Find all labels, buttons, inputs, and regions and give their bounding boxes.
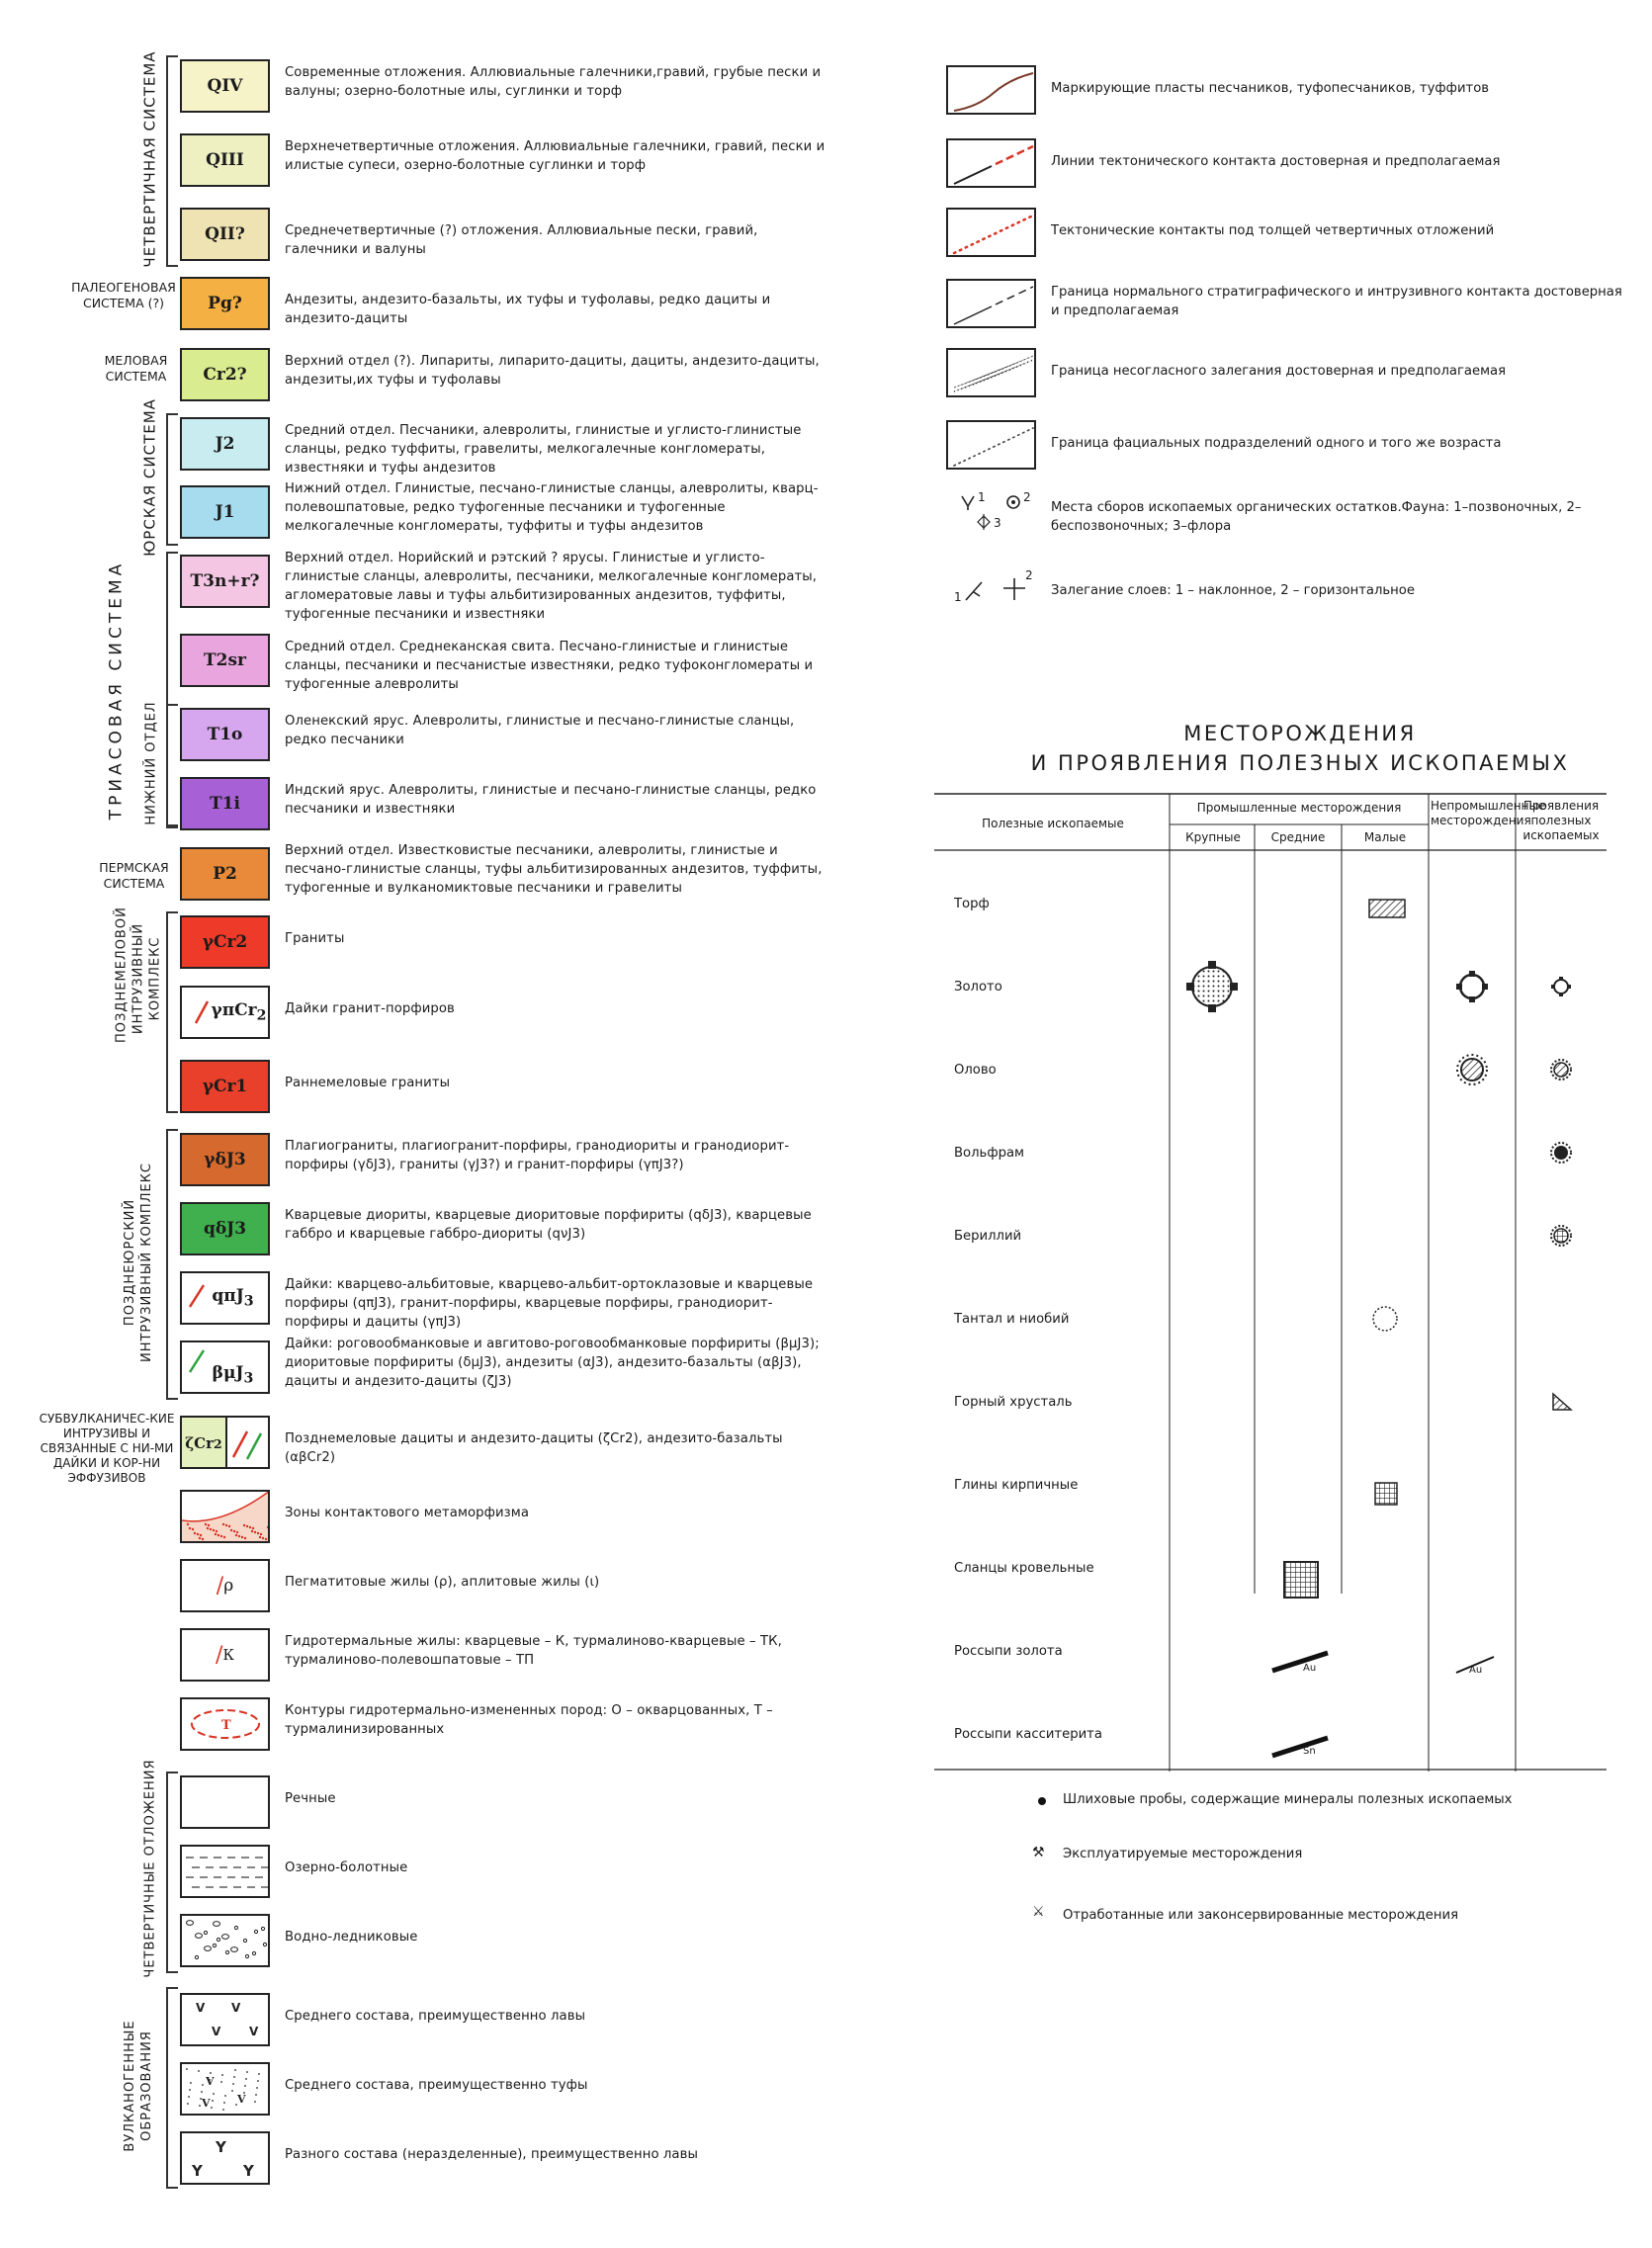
unit-description: Позднемеловые дациты и андезито-дациты (ζCr2), андезито-базальты (αβCr2) <box>285 1431 783 1465</box>
legend-unit-row <box>178 1841 830 1910</box>
line-symbol-swatch <box>946 65 1036 115</box>
unit-description: Раннемеловые граниты <box>285 1076 451 1090</box>
line-symbol-description: Граница несогласного залегания достоверная и предполагаемая <box>1051 364 1507 379</box>
intrusive-j-label: ПОЗДНЕЮРСКИЙ ИНТРУЗИВНЫЙ КОМПЛЕКС <box>123 1162 154 1363</box>
legend-unit-row <box>178 130 830 199</box>
tantalum-small-symbol <box>1373 1307 1397 1331</box>
unit-description: Дайки: кварцево-альбитовые, кварцево-альбит-ортоклазовые и кварцевые порфиры (qπJ3), гранит-порфиры, кварцевые порфиры, гранодиорит-порфиры и дациты (γπJ3) <box>285 1277 814 1330</box>
col-minerals-header: Полезные ископаемые <box>982 817 1124 830</box>
legend-unit-row <box>178 344 830 413</box>
unit-color-swatch: T1i <box>180 777 270 830</box>
brick-clay-small-symbol <box>1375 1483 1397 1505</box>
fossil-sites-desc: Места сборов ископаемых органических остатков.Фауна: 1–позвоночных, 2–беспозвоночных; 3–флора <box>1051 500 1582 534</box>
legend-unit-row <box>178 773 830 842</box>
mineral-row-label: Глины кирпичные <box>954 1478 1079 1493</box>
line-symbol-row <box>944 65 1652 125</box>
paleogene-system-label: ПАЛЕОГЕНОВАЯ СИСТЕМА (?) <box>71 280 176 310</box>
unit-color-swatch <box>180 1914 270 1967</box>
note-abandoned-mines: Отработанные или законсервированные месторождения <box>1063 1908 1459 1923</box>
legend-unit-row <box>178 1056 830 1125</box>
legend-unit-row <box>178 1910 830 1979</box>
mineral-row-label: Горный хрусталь <box>954 1395 1073 1410</box>
line-symbol-description: Линии тектонического контакта достоверная и предполагаемая <box>1051 154 1501 169</box>
panned-samples-icon <box>1038 1797 1046 1805</box>
unit-description: Дайки: роговообманковые и авгитово-роговообманковые порфириты (βμJ3); диоритовые порфириты (δμJ3), андезиты (αJ3), андезито-базальты (αβJ3), дациты и андезито-дациты (ζJ3) <box>285 1337 820 1389</box>
volcanic-label: ВУЛКАНОГЕННЫЕ ОБРАЗОВАНИЯ <box>123 2020 154 2152</box>
unit-description: Средний отдел. Песчаники, алевролиты, глинистые и углисто-глинистые сланцы, редко туффиты, гравелиты, мелкогалечные конгломераты, известняки и туфы андезитов <box>285 423 802 476</box>
tin-nonindustrial-symbol <box>1457 1055 1487 1084</box>
legend-unit-row <box>178 1198 830 1267</box>
unit-color-swatch: QIV <box>180 59 270 113</box>
line-symbol-description: Граница фациальных подразделений одного и того же возраста <box>1051 436 1502 451</box>
unit-description: Речные <box>285 1791 336 1806</box>
placer-gold-nonindustrial-label: Au <box>1469 1665 1483 1676</box>
bedding-desc: Залегание слоев: 1 – наклонное, 2 – горизонтальное <box>1051 583 1415 598</box>
unit-color-swatch: T1o <box>180 708 270 761</box>
gold-nonindustrial-symbol <box>1456 971 1488 1002</box>
unit-description: Верхний отдел (?). Липариты, липарито-дациты, дациты, андезито-дациты, андезиты,их туфы и туфолавы <box>285 354 820 388</box>
legend-unit-row <box>178 413 830 482</box>
fossil-mark-3: 3 <box>994 516 1001 530</box>
beryllium-occurrence-symbol <box>1551 1226 1571 1246</box>
mineral-row-label: Бериллий <box>954 1229 1022 1244</box>
lower-series-bracket <box>166 704 178 826</box>
quaternary-system-label: ЧЕТВЕРТИЧНАЯ СИСТЕМА <box>140 50 159 268</box>
unit-color-swatch <box>180 1697 270 1751</box>
unit-color-swatch: γCr2 <box>180 915 270 969</box>
tungsten-occurrence-symbol <box>1551 1143 1571 1163</box>
unit-color-swatch <box>180 1993 270 2046</box>
mineral-row-label: Вольфрам <box>954 1146 1024 1161</box>
legend-unit-row <box>178 273 830 342</box>
volcanic-bracket <box>166 1987 178 2189</box>
strike-dip-icon <box>954 568 1033 613</box>
legend-unit-row <box>178 481 830 551</box>
abandoned-mine-icon: ⚔ <box>1032 1904 1045 1920</box>
fossil-mark-2: 2 <box>1023 490 1031 504</box>
unit-color-swatch: γCr1 <box>180 1060 270 1113</box>
fossil-mark-1: 1 <box>978 490 986 504</box>
bedding-mark-1: 1 <box>954 590 962 604</box>
unit-description: Верхнечетвертичные отложения. Аллювиальные галечники, гравий, пески и илистые супеси, озерно-болотные суглинки и торф <box>285 139 826 173</box>
legend-unit-row <box>178 1772 830 1841</box>
legend-unit-row <box>178 843 830 912</box>
gold-large-symbol <box>1186 961 1238 1012</box>
unit-color-swatch: T2sr <box>180 634 270 687</box>
fossil-icon <box>954 492 1033 537</box>
quartz-occurrence-symbol <box>1553 1394 1571 1410</box>
gold-occurrence-symbol <box>1551 977 1571 996</box>
intrusive-j-bracket <box>166 1129 178 1400</box>
unit-color-swatch: Pg? <box>180 277 270 330</box>
svg-text:T: T <box>221 1718 231 1733</box>
bedding-mark-2: 2 <box>1025 568 1033 582</box>
line-symbol-description: Граница нормального стратиграфического и интрузивного контакта достоверная и предполагаемая <box>1051 285 1622 318</box>
legend-unit-row <box>178 1555 830 1624</box>
placer-cassiterite-medium-symbol <box>1272 1738 1328 1756</box>
placer-gold-medium-symbol <box>1272 1653 1328 1671</box>
line-symbol-description: Тектонические контакты под толщей четвертичных отложений <box>1051 223 1495 238</box>
unit-color-swatch: qδJ3 <box>180 1202 270 1255</box>
col-industrial-header: Промышленные месторождения <box>1196 801 1402 815</box>
unit-description: Современные отложения. Аллювиальные галечники,гравий, грубые пески и валуны; озерно-болотные илы, суглинки и торф <box>285 65 822 99</box>
svg-text:YYY: Y Y Y <box>192 2138 254 2180</box>
mineral-row-label: Россыпи касситерита <box>954 1727 1102 1742</box>
unit-color-swatch: J1 <box>180 485 270 539</box>
col-medium-header: Средние <box>1270 830 1326 844</box>
line-symbol-row <box>944 279 1652 338</box>
mineral-row-label: Тантал и ниобий <box>954 1312 1070 1327</box>
unit-description: Нижний отдел. Глинистые, песчано-глинистые сланцы, алевролиты, кварц-полевошпатовые, редко туфогенные песчаники и туфогенные мелкогалечные конгломераты, туффиты и туфы андезитов <box>285 481 819 534</box>
legend-unit-row <box>178 1989 830 2058</box>
placer-cassiterite-label: Sn <box>1303 1746 1316 1757</box>
unit-description: Среднего состава, преимущественно туфы <box>285 2078 588 2093</box>
line-symbol-swatch <box>946 208 1036 257</box>
col-occurrences-header: Проявления полезных ископаемых <box>1522 799 1600 842</box>
placer-gold-medium-label: Au <box>1303 1663 1317 1674</box>
bedding-symbol <box>954 568 1033 613</box>
note-working-mines: Эксплуатируемые месторождения <box>1063 1847 1303 1861</box>
unit-description: Верхний отдел. Норийский и рэтский ? ярусы. Глинистые и углисто-глинистые сланцы, алевролиты, песчаники, мелкогалечные конгломераты, агломератовые лавы и туфы альбитизированных андезитов, туффиты, туфогенные песчаники и известняки <box>285 551 818 622</box>
unit-description: Водно-ледниковые <box>285 1930 418 1945</box>
jurassic-system-bracket <box>166 413 178 546</box>
tin-occurrence-symbol <box>1551 1060 1571 1080</box>
roof-slate-medium-symbol <box>1284 1562 1318 1598</box>
minerals-title-line2: И ПРОЯВЛЕНИЯ ПОЛЕЗНЫХ ИСКОПАЕМЫХ <box>1030 751 1570 775</box>
unit-description: Граниты <box>285 931 345 946</box>
unit-color-swatch: J2 <box>180 417 270 471</box>
unit-color-swatch: qπJ$_3$ <box>180 1271 270 1325</box>
line-symbol-swatch <box>946 138 1036 188</box>
mineral-row-label: Золото <box>954 980 1002 994</box>
unit-description: Индский ярус. Алевролиты, глинистые и песчано-глинистые сланцы, редко песчаники и известняки <box>285 783 817 817</box>
unit-description: Средний отдел. Среднеканская свита. Песчано-глинистые и глинистые сланцы, песчаники и песчанистые известняки, редко туфоконгломераты и туфогенные алевролиты <box>285 640 814 692</box>
unit-color-swatch: Cr2? <box>180 348 270 401</box>
note-panned-samples: Шлиховые пробы, содержащие минералы полезных ископаемых <box>1063 1792 1513 1807</box>
intrusive-cr-bracket <box>166 911 178 1113</box>
unit-color-swatch <box>180 2131 270 2185</box>
unit-color-swatch: ζCr 2 <box>180 1416 270 1469</box>
unit-color-swatch <box>180 2062 270 2116</box>
unit-description: Пегматитовые жилы (ρ), аплитовые жилы (ι) <box>285 1575 600 1590</box>
line-symbol-row <box>944 138 1652 198</box>
cretaceous-system-label: МЕЛОВАЯ СИСТЕМА <box>104 353 168 384</box>
legend-unit-row <box>178 1412 830 1481</box>
unit-description: Плагиограниты, плагиогранит-порфиры, гранодиориты и гранодиорит-порфиры (γδJ3), граниты (γJ3?) и гранит-порфиры (γπJ3?) <box>285 1139 790 1172</box>
unit-color-swatch: / К <box>180 1628 270 1682</box>
mineral-row-label: Олово <box>954 1063 997 1078</box>
peat-small-symbol <box>1369 900 1405 917</box>
unit-description: Дайки гранит-порфиров <box>285 1001 455 1016</box>
legend-unit-row <box>178 551 830 620</box>
line-symbol-row <box>944 208 1652 267</box>
legend-unit-row <box>178 1624 830 1693</box>
legend-unit-row <box>178 704 830 773</box>
svg-text:VVV: VVV <box>202 2075 246 2110</box>
unit-color-swatch: / ρ <box>180 1559 270 1612</box>
mineral-row-label: Торф <box>954 897 990 911</box>
working-mine-icon: ⚒ <box>1032 1845 1045 1860</box>
unit-description: Зоны контактового метаморфизма <box>285 1506 530 1520</box>
mineral-row-label: Сланцы кровельные <box>954 1561 1094 1576</box>
unit-description: Андезиты, андезито-базальты, их туфы и туфолавы, редко дациты и андезито-дациты <box>285 293 771 326</box>
unit-color-swatch: γδJ3 <box>180 1133 270 1186</box>
legend-unit-row <box>178 1486 830 1555</box>
quaternary-system-bracket <box>166 55 178 267</box>
unit-description: Верхний отдел. Известковистые песчаники, алевролиты, глинистые и песчано-глинистые сланцы, туфы альбитизированных андезитов, туффиты, туфогенные и вулканомиктовые песчаники и гравелиты <box>285 843 823 896</box>
unit-description: Оленекский ярус. Алевролиты, глинистые и песчано-глинистые сланцы, редко песчаники <box>285 714 795 747</box>
col-small-header: Малые <box>1363 830 1407 844</box>
unit-description: Кварцевые диориты, кварцевые диоритовые порфириты (qδJ3), кварцевые габбро и кварцевые габбро-диориты (qνJ3) <box>285 1208 812 1242</box>
quat-deposits-bracket <box>166 1772 178 1973</box>
line-symbol-description: Маркирующие пласты песчаников, туфопесчаников, туффитов <box>1051 81 1490 96</box>
line-symbol-row <box>944 420 1652 479</box>
unit-description: Среднего состава, преимущественно лавы <box>285 2009 586 2024</box>
unit-description: Контуры гидротермально-измененных пород: О – окварцованных, Т – турмалинизированных <box>285 1703 773 1737</box>
subvolcanic-label: СУБВУЛКАНИЧЕС-КИЕ ИНТРУЗИВЫ И СВЯЗАННЫЕ С НИ-МИ ДАЙКИ И КОР-НИ ЭФФУЗИВОВ <box>39 1412 175 1485</box>
unit-color-swatch <box>180 1775 270 1829</box>
legend-unit-row <box>178 1693 830 1763</box>
legend-unit-row <box>178 1129 830 1198</box>
line-symbol-swatch <box>946 420 1036 470</box>
mineral-row-label: Россыпи золота <box>954 1644 1063 1659</box>
legend-unit-row <box>178 2127 830 2197</box>
legend-unit-row <box>178 55 830 125</box>
unit-description: Гидротермальные жилы: кварцевые – К, турмалиново-кварцевые – ТК, турмалиново-полевошпатовые – ТП <box>285 1634 782 1668</box>
unit-color-swatch <box>180 1490 270 1543</box>
fossil-sites-symbol <box>954 492 1033 537</box>
intrusive-cr-label: ПОЗДНЕМЕЛОВОЙ ИНТРУЗИВНЫЙ КОМПЛЕКС <box>114 907 163 1043</box>
legend-unit-row <box>178 630 830 699</box>
mineral-symbols <box>934 850 1607 1779</box>
triassic-system-label: ТРИАСОВАЯ СИСТЕМА <box>106 560 127 821</box>
col-large-header: Крупные <box>1185 830 1241 844</box>
col-nonindustrial-header: Непромышленные месторождения <box>1431 799 1546 827</box>
unit-color-swatch <box>180 1845 270 1898</box>
legend-unit-row <box>178 911 830 981</box>
legend-unit-row <box>178 1337 830 1406</box>
unit-description: Озерно-болотные <box>285 1860 408 1875</box>
legend-unit-row <box>178 1267 830 1337</box>
unit-description: Разного состава (неразделенные), преимущественно лавы <box>285 2147 699 2162</box>
unit-description: Среднечетвертичные (?) отложения. Аллювиальные пески, гравий, галечники и валуны <box>285 223 758 257</box>
minerals-title-line1: МЕСТОРОЖДЕНИЯ <box>1183 722 1417 745</box>
permian-system-label: ПЕРМСКАЯ СИСТЕМА <box>99 860 169 891</box>
quat-deposits-label: ЧЕТВЕРТИЧНЫЕ ОТЛОЖЕНИЯ <box>142 1759 158 1978</box>
unit-color-swatch: γπCr$_2$ <box>180 986 270 1039</box>
svg-text:VVVV: V V V V <box>196 2001 259 2038</box>
legend-unit-row <box>178 204 830 273</box>
jurassic-system-label: ЮРСКАЯ СИСТЕМА <box>140 398 159 557</box>
legend-unit-row <box>178 2058 830 2127</box>
line-symbol-swatch <box>946 279 1036 328</box>
lower-series-label: НИЖНИЙ ОТДЕЛ <box>143 701 159 825</box>
unit-color-swatch: QIII <box>180 133 270 187</box>
line-symbol-swatch <box>946 348 1036 397</box>
legend-unit-row <box>178 982 830 1051</box>
unit-color-swatch: T3n+r? <box>180 555 270 608</box>
unit-color-swatch: QII? <box>180 208 270 261</box>
line-symbol-row <box>944 348 1652 407</box>
unit-color-swatch: P2 <box>180 847 270 901</box>
unit-color-swatch: βμJ$_3$ <box>180 1340 270 1394</box>
